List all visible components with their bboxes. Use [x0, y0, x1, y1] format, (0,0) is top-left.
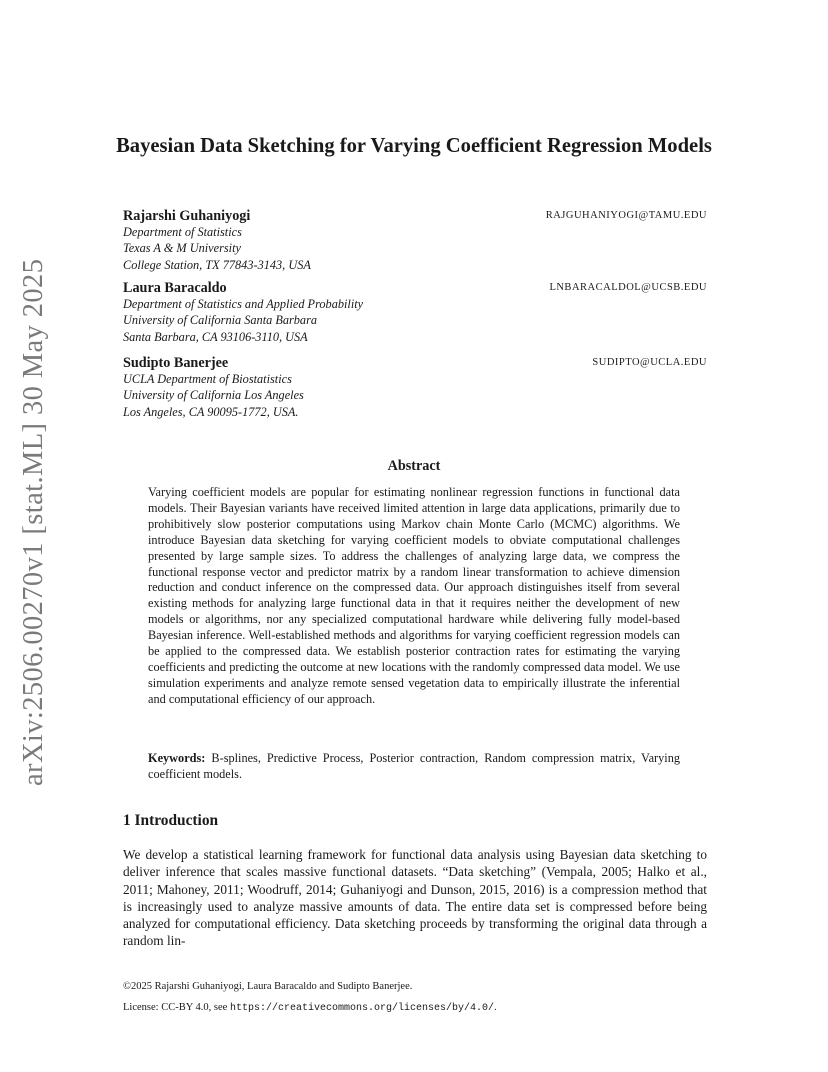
abstract-text: Varying coefficient models are popular for estimating nonlinear regression functions in functional data models. Their Bayesian variants have received limited attention in large data applications, primarily due to prohibitively slow posterior computations using Markov chain Monte Carlo (MCMC) algorithms. We introduce Bayesian data sketching for varying coefficient models to obviate computational challenges presented by large sample sizes. To address the challenges of analyzing large data, we compress the functional response vector and predictor matrix by a random linear transformation to achieve dimension reduction and conduct inference on the compressed data. Our approach distinguishes itself from several existing methods for analyzing large functional data in that it requires neither the development of new models or algorithms, nor any specialized computational hardware while delivering fully model-based Bayesian inference. Well-established methods and algorithms for varying coefficient regression models can be applied to the compressed data. We establish posterior contraction rates for estimating the varying coefficients and predicting the outcome at new locations with the randomly compressed data model. We use simulation experiments and analyze remote sensed vegetation data to empirically illustrate the inferential and computational efficiency of our approach. [148, 485, 680, 706]
author-email: LNBARACALDOL@UCSB.EDU [549, 282, 707, 293]
author-block-2 [123, 280, 707, 345]
author-name: Sudipto Banerjee [123, 355, 229, 371]
author-block-3 [123, 355, 707, 420]
author-name: Laura Baracaldo [123, 280, 227, 296]
arxiv-identifier: arXiv:2506.00270v1 [stat.ML] 30 May 2025 [18, 258, 49, 786]
author-email: RAJGUHANIYOGI@TAMU.EDU [545, 210, 707, 221]
author-affiliation-line: Los Angeles, CA 90095-1772, USA. [123, 404, 299, 419]
author-affiliation-line: UCLA Department of Biostatistics [123, 372, 292, 386]
keywords [148, 751, 680, 783]
abstract-heading: Abstract [387, 458, 441, 474]
author-affiliation-line: Department of Statistics [123, 225, 242, 239]
license-notice [123, 1002, 497, 1014]
author-affiliation-line: University of California Los Angeles [123, 388, 304, 403]
author-email: SUDIPTO@UCLA.EDU [592, 357, 707, 368]
author-affiliation-line: Texas A & M University [123, 241, 241, 256]
license-suffix: . [493, 1002, 497, 1013]
section-heading: 1 Introduction [123, 812, 219, 829]
keywords-text: B-splines, Predictive Process, Posterior contraction, Random compression matrix, Varying coefficient models. [148, 751, 680, 781]
author-block-1 [123, 208, 707, 273]
author-affiliation-line: Department of Statistics and Applied Probability [123, 297, 364, 311]
license-link[interactable]: https://creativecommons.org/licenses/by/4.0/ [229, 1003, 494, 1014]
author-affiliation-line: Santa Barbara, CA 93106-3110, USA [123, 329, 308, 344]
author-affiliation-line: University of California Santa Barbara [123, 313, 318, 328]
license-prefix: License: CC-BY 4.0, see [123, 1002, 230, 1013]
author-affiliation-line: College Station, TX 77843-3143, USA [123, 257, 311, 272]
author-name: Rajarshi Guhaniyogi [123, 208, 251, 224]
keywords-label: Keywords: [148, 751, 206, 765]
paper-title: Bayesian Data Sketching for Varying Coefficient Regression Models [116, 135, 712, 157]
introduction-text: We develop a statistical learning framework for functional data analysis using Bayesian data sketching to deliver inference that scales massive functional datasets. “Data sketching” (Vempala, 2005; Halko et al., 2011; Mahoney, 2011; Woodruff, 2014; Guhaniyogi and Dunson, 2015, 2016) is a compression method that is increasingly used to analyze massive amounts of data. The entire data set is compressed before being analyzed for computational efficiency. Data sketching proceeds by transforming the original data through a random lin- [123, 847, 707, 949]
copyright-notice: ©2025 Rajarshi Guhaniyogi, Laura Baracaldo and Sudipto Banerjee. [123, 981, 413, 992]
